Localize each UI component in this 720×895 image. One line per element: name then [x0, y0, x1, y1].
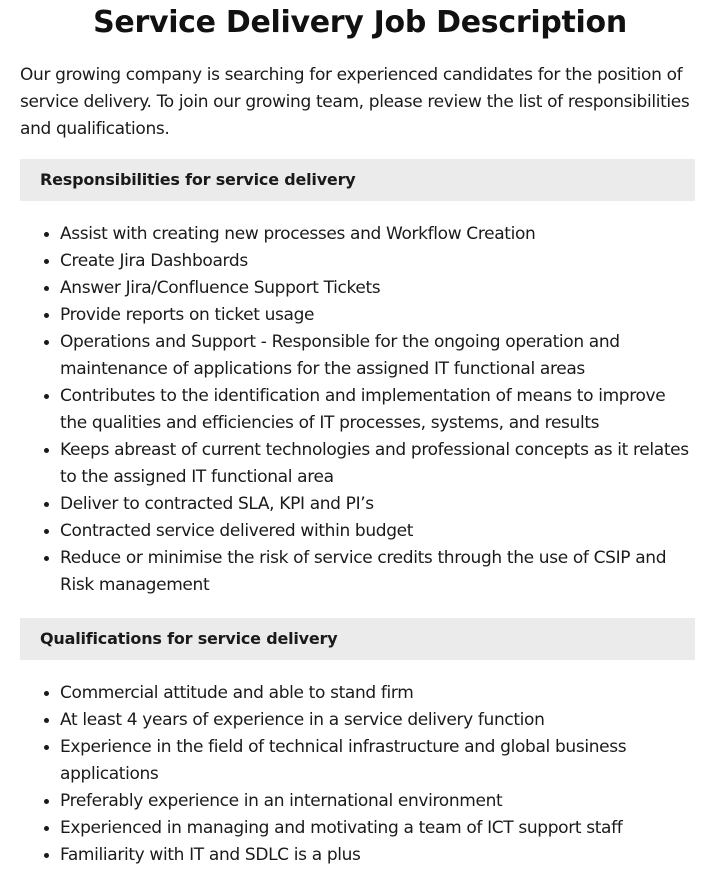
list-item: • At least 4 years of experience in a service delivery function — [60, 707, 694, 734]
page-title: Service Delivery Job Description — [93, 5, 627, 40]
list-item: • Contributes to the identification and implementation of means to improve the qualities and efficiencies of IT processes, systems, and results — [60, 383, 694, 437]
list-item: • Commercial attitude and able to stand firm — [60, 680, 694, 707]
list-item: • Preferably experience in an international environment — [60, 788, 694, 815]
list-item: • Familiarity with IT and SDLC is a plus — [60, 842, 694, 869]
list-item: • Reduce or minimise the risk of service credits through the use of CSIP and Risk management — [60, 545, 694, 599]
list-item: • Provide reports on ticket usage — [60, 302, 694, 329]
list-item: • Deliver to contracted SLA, KPI and PI’s — [60, 491, 694, 518]
intro-paragraph: Our growing company is searching for experienced candidates for the position of service delivery. To join our growing team, please review the list of responsibilities and qualifications. — [20, 65, 690, 139]
list-item: • Experienced in managing and motivating a team of ICT support staff — [60, 815, 694, 842]
list-item: • Create Jira Dashboards — [60, 248, 694, 275]
list-item: • Contracted service delivered within budget — [60, 518, 694, 545]
qualifications-list — [0, 680, 720, 869]
qualifications-heading: Qualifications for service delivery — [20, 618, 695, 660]
list-item: • Answer Jira/Confluence Support Tickets — [60, 275, 694, 302]
list-item: • Operations and Support - Responsible for the ongoing operation and maintenance of applications for the assigned IT functional areas — [60, 329, 694, 383]
list-item: • Assist with creating new processes and Workflow Creation — [60, 221, 694, 248]
responsibilities-list — [0, 221, 720, 599]
list-item: • Keeps abreast of current technologies and professional concepts as it relates to the assigned IT functional area — [60, 437, 694, 491]
responsibilities-heading: Responsibilities for service delivery — [20, 159, 695, 201]
list-item: • Experience in the field of technical infrastructure and global business applications — [60, 734, 694, 788]
